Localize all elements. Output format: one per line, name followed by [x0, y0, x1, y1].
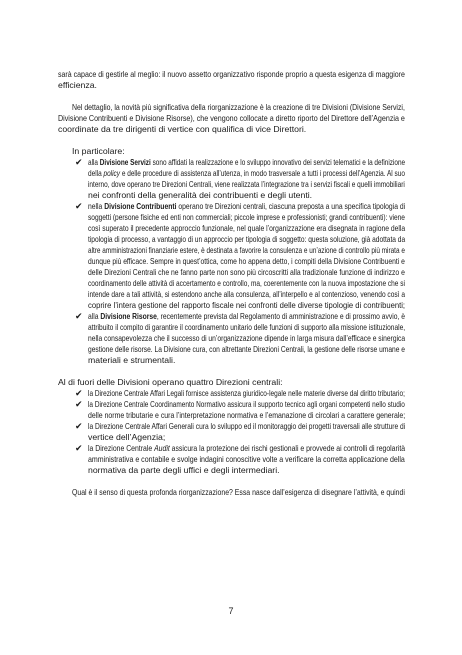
text-line: la Direzione Centrale Coordinamento Normativo assicura il supporto tecnico agli organi competenti nello studio — [88, 399, 405, 409]
text-line: nella Divisione Contribuenti operano tre Direzioni centrali, ciascuna preposta a una specifica tipologia di — [88, 201, 406, 211]
checkmark-icon: ✔ — [75, 201, 83, 211]
text-line: tipologia di processo, a vantaggio di un approccio per tipologia di soggetto: questa soluzione, già adottata da — [88, 234, 406, 244]
text-line: nei confronti della generalità dei contribuenti e degli utenti. — [88, 190, 313, 200]
text-line: gestione delle risorse. La Divisione cura, con altrettante Direzioni Centrali, la gestione delle risorse umane e — [88, 344, 405, 354]
text-line: Divisione Contribuenti e Divisione Risorse), che vengono collocate a diretto riporto del Direttore dell’Agenzia e — [58, 113, 405, 123]
checkmark-icon: ✔ — [75, 388, 83, 398]
text-line: normativa da parte degli uffici e degli intermediari. — [88, 465, 280, 475]
text-line: nella consapevolezza che il successo di un’organizzazione dipende in larga misura dall’efficace e sinergica — [88, 333, 406, 343]
checkmark-icon: ✔ — [75, 157, 83, 167]
checkmark-icon: ✔ — [75, 421, 83, 431]
text-line: attribuito il compito di garantire il coordinamento unitario delle funzioni di supporto alla missione istituzionale, — [88, 322, 406, 332]
text-line: amministrativa e contabile e svolge indagini conoscitive volte a verificare la corretta applicazione della — [88, 454, 405, 464]
text-line: alla Divisione Servizi sono affidati la realizzazione e lo sviluppo innovativo dei servizi telematici e la definizione — [88, 157, 406, 167]
text-line: coordinamento delle attività di accertamento e controllo, ma, coerentemente con la nuova impostazione che si — [88, 278, 405, 288]
division-name: Divisione Servizi — [99, 157, 151, 167]
text-line: coprire l’intera gestione del rapporto fiscale nei confronti delle diverse tipologie di contribuenti; — [88, 300, 406, 310]
text-line: della policy e delle procedure di assistenza all’utenza, in modo trasversale a tutti i processi dell’Agenzia. Al suo — [88, 168, 405, 178]
text-line: Nel dettaglio, la novità più significativa della riorganizzazione è la creazione di tre Divisioni (Divisione Servizi, — [72, 102, 405, 112]
text-line: così superato il precedente approccio funzionale, nel quale l’organizzazione era disegnata in ragione della — [88, 223, 406, 233]
text-line: delle norme tributarie e cura l’interpretazione normativa e l’emanazione di circolari a carattere generale; — [88, 410, 406, 420]
checkmark-icon: ✔ — [75, 311, 83, 321]
text-line: la Direzione Centrale Affari Generali cura lo sviluppo ed il monitoraggio dei progetti traversali alle strutture di — [88, 421, 406, 431]
division-name: Divisione Contribuenti — [104, 201, 177, 211]
text-line: sarà capace di gestirle al meglio: il nuovo assetto organizzativo risponde proprio a questa esigenza di maggiore — [58, 69, 405, 79]
paragraph-direzioni-centrali: Al di fuori delle Divisioni operano quattro Direzioni centrali: — [58, 377, 283, 387]
text-line: altre amministrazioni finanziarie estere, è destinata a favorire la consulenza e un’azione di controllo più mirata e — [88, 245, 405, 255]
text-line: efficienza. — [58, 80, 97, 90]
text-line: alla Divisione Risorse, recentemente prevista dal Regolamento di amministrazione e di prossimo avvio, è — [88, 311, 405, 321]
text-line: la Direzione Centrale Affari Legali fornisce assistenza giuridico-legale nelle materie diverse dal diritto tributario; — [88, 388, 405, 398]
text-line: delle Direzioni Centrali che ne fanno parte non sono più circoscritti alla tradizionale funzione di indirizzo e — [88, 267, 405, 277]
text-line: soggetti (persone fisiche ed enti non commerciali; piccole imprese e professionisti; grandi contribuenti): viene — [88, 212, 405, 222]
paragraph-in-particolare: In particolare: — [72, 146, 125, 156]
text-line: intende dare a tali attività, si estendono anche alla consulenza, all’interpello e al contenzioso, venendo così a — [88, 289, 405, 299]
text-line: la Direzione Centrale Audit assicura la protezione dei rischi gestionali e provvede ai controlli di regolarità — [88, 443, 406, 453]
checkmark-icon: ✔ — [75, 399, 83, 409]
text-line: vertice dell’Agenzia; — [88, 432, 166, 442]
text-line: materiali e strumentali. — [88, 355, 176, 365]
division-name: Divisione Risorse — [100, 311, 157, 321]
paragraph-question: Qual è il senso di questa profonda riorganizzazione? Essa nasce dall’esigenza di disegnare l’attività, e quindi — [72, 487, 405, 497]
text-line: interno, dove operano tre Direzioni Centrali, viene realizzata l’integrazione tra i servizi fiscali e quelli immobiliari — [88, 179, 405, 189]
text-line: coordinate da tre dirigenti di vertice con qualifica di vice Direttori. — [58, 124, 307, 134]
text-line: dunque più efficace. Sempre in quest’ottica, come ho appena detto, i compiti della Divisione Contribuenti e — [88, 256, 405, 266]
checkmark-icon: ✔ — [75, 443, 83, 453]
page-number: 7 — [228, 606, 234, 616]
